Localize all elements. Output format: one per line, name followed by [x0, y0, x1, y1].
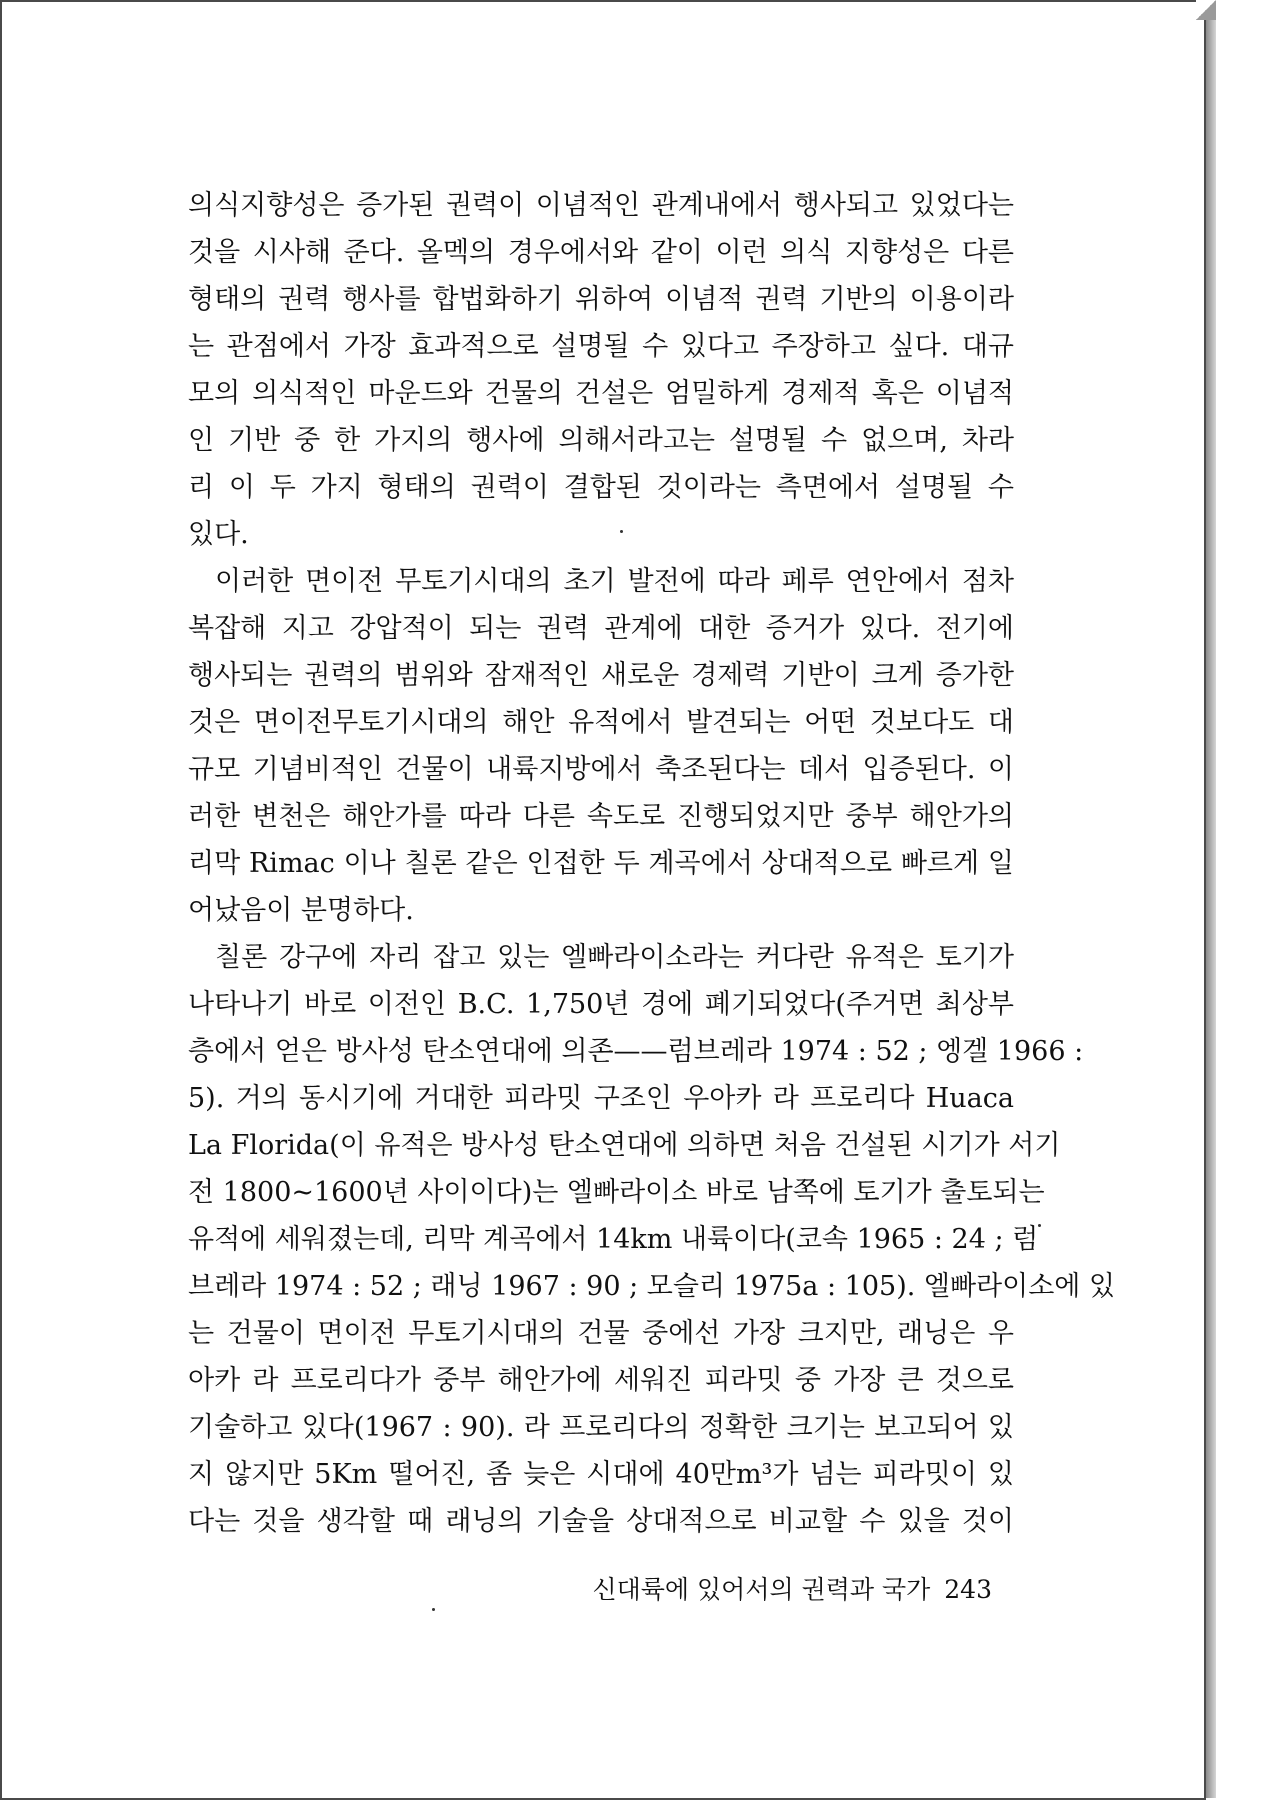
text-line: 는 관점에서 가장 효과적으로 설명될 수 있다고 주장하고 싶다. 대규 [188, 331, 1014, 362]
text-line: 아카 라 프로리다가 중부 해안가에 세워진 피라밋 중 가장 큰 것으로 [188, 1365, 1014, 1396]
text-line: 전 1800~1600년 사이이다)는 엘빠라이소 바로 남쪽에 토기가 출토되는 [188, 1177, 1045, 1208]
text-line: 는 건물이 면이전 무토기시대의 건물 중에선 가장 크지만, 래닝은 우 [188, 1318, 1014, 1349]
text-line: 층에서 얻은 방사성 탄소연대에 의존——럼브레라 1974 : 52 ; 엥겔 1966 : [188, 1036, 1084, 1067]
page-edge-shadow [1206, 6, 1216, 1798]
body-text [188, 182, 1116, 1545]
text-line: 것을 시사해 준다. 올멕의 경우에서와 같이 이런 의식 지향성은 다른 [188, 237, 1014, 268]
text-line: 러한 변천은 해안가를 따라 다른 속도로 진행되었지만 중부 해안가의 [188, 801, 1014, 832]
text-line: 형태의 권력 행사를 합법화하기 위하여 이념적 권력 기반의 이용이라 [188, 284, 1014, 315]
text-line: 지 않지만 5Km 떨어진, 좀 늦은 시대에 40만m³가 넘는 피라밋이 있 [188, 1459, 1014, 1490]
page-number: 243 [944, 1575, 992, 1604]
paragraph [188, 934, 1116, 1545]
text-line: 5). 거의 동시기에 거대한 피라밋 구조인 우아카 라 프로리다 Huaca [188, 1083, 1014, 1114]
text-line: La Florida(이 유적은 방사성 탄소연대에 의하면 처음 건설된 시기가 서기 [188, 1130, 1061, 1161]
text-line: 것은 면이전무토기시대의 해안 유적에서 발견되는 어떤 것보다도 대 [188, 707, 1014, 738]
page-footer [582, 1570, 992, 1606]
text-line: 나타나기 바로 이전인 B.C. 1,750년 경에 폐기되었다(주거면 최상부 [188, 989, 1014, 1020]
text-line: 유적에 세워졌는데, 리막 계곡에서 14km 내륙이다(코속 1965 : 24 ; 럼 [188, 1224, 1039, 1255]
paragraph [188, 558, 1014, 934]
text-line: 모의 의식적인 마운드와 건물의 건설은 엄밀하게 경제적 혹은 이념적 [188, 378, 1014, 409]
page-corner-fold [1196, 0, 1216, 20]
text-line: 리 이 두 가지 형태의 권력이 결합된 것이라는 측면에서 설명될 수 [188, 472, 1014, 503]
text-line: 행사되는 권력의 범위와 잠재적인 새로운 경제력 기반이 크게 증가한 [188, 660, 1014, 691]
text-line: 어났음이 분명하다. [188, 895, 414, 926]
text-line: 있다. [188, 519, 249, 550]
text-line: 복잡해 지고 강압적이 되는 권력 관계에 대한 증거가 있다. 전기에 [188, 613, 1014, 644]
text-line: 다는 것을 생각할 때 래닝의 기술을 상대적으로 비교할 수 있을 것이 [188, 1506, 1014, 1537]
paragraph [188, 182, 1014, 558]
scan-speck [432, 1608, 435, 1611]
text-line: 규모 기념비적인 건물이 내륙지방에서 축조된다는 데서 입증된다. 이 [188, 754, 1014, 785]
text-line: 브레라 1974 : 52 ; 래닝 1967 : 90 ; 모슬리 1975a : 105). 엘빠라이소에 있 [188, 1271, 1116, 1302]
scan-speck [620, 530, 623, 533]
scan-speck [1038, 1224, 1041, 1227]
text-line: 칠론 강구에 자리 잡고 있는 엘빠라이소라는 커다란 유적은 토기가 [215, 942, 1014, 973]
text-line: 의식지향성은 증가된 권력이 이념적인 관계내에서 행사되고 있었다는 [188, 190, 1014, 221]
text-line: 인 기반 중 한 가지의 행사에 의해서라고는 설명될 수 없으며, 차라 [188, 425, 1014, 456]
running-title: 신대륙에 있어서의 권력과 국가 [592, 1575, 931, 1604]
text-line: 이러한 면이전 무토기시대의 초기 발전에 따라 페루 연안에서 점차 [215, 566, 1014, 597]
text-line: 기술하고 있다(1967 : 90). 라 프로리다의 정확한 크기는 보고되어 있 [188, 1412, 1014, 1443]
text-line: 리막 Rimac 이나 칠론 같은 인접한 두 계곡에서 상대적으로 빠르게 일 [188, 848, 1014, 879]
